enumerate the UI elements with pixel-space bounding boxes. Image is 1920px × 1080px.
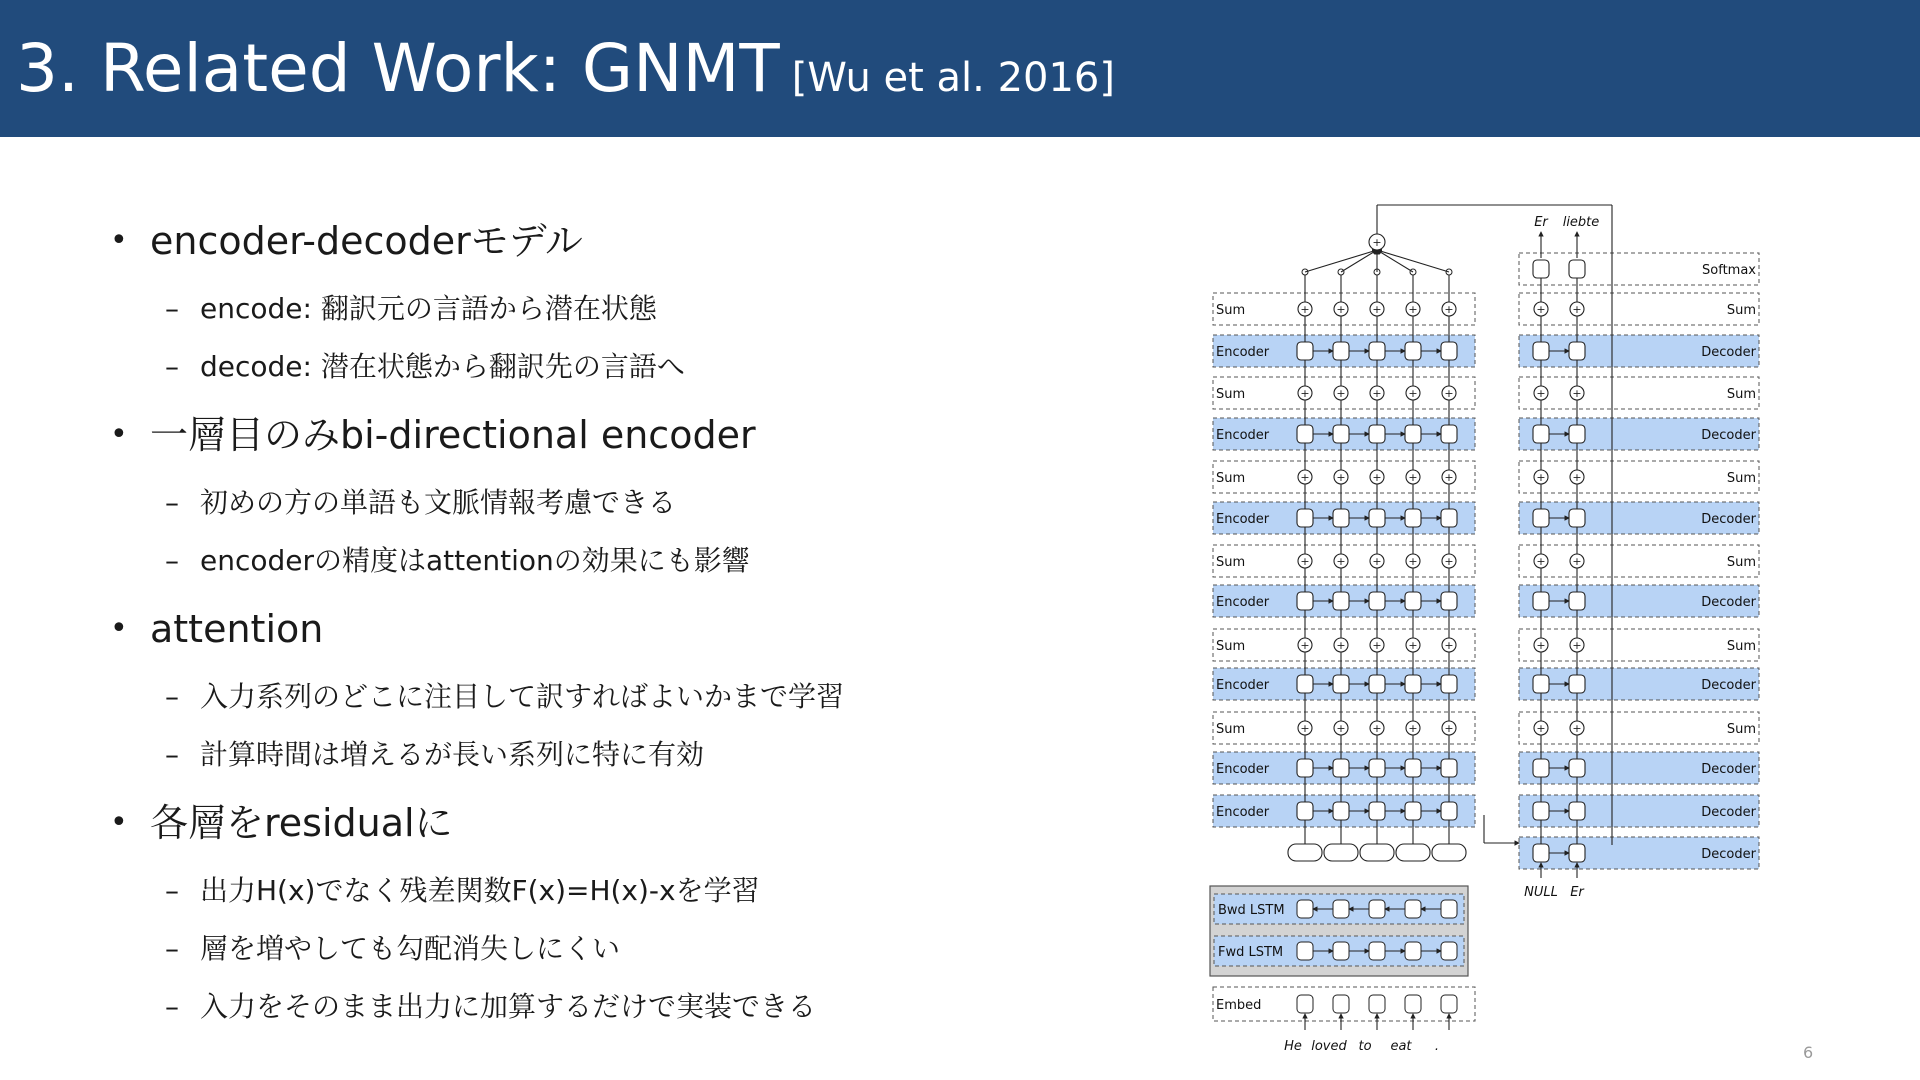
encoder-cell-3-4 — [1441, 425, 1457, 443]
decoder-band-8 — [1519, 629, 1759, 661]
encoder-cell-9-3 — [1405, 675, 1421, 693]
bwd-lstm-cell-2 — [1369, 900, 1385, 918]
encoder-band-label-10: Sum — [1216, 722, 1246, 737]
encoder-plus-glyph: + — [1444, 303, 1454, 316]
bullet-residual: • 各層をresidualに — [110, 797, 1190, 849]
encoder-plus-glyph: + — [1408, 555, 1418, 568]
decoder-band-label-11: Decoder — [1701, 762, 1756, 777]
embed-cell-2 — [1369, 995, 1385, 1013]
encoder-plus-glyph: + — [1444, 722, 1454, 735]
bidir-concat-cell-1 — [1324, 844, 1358, 861]
encoder-plus-glyph: + — [1444, 639, 1454, 652]
encoder-cell-5-1 — [1333, 509, 1349, 527]
encoder-cell-5-3 — [1405, 509, 1421, 527]
encoder-cell-1-2 — [1369, 342, 1385, 360]
encoder-cell-12-0 — [1297, 802, 1313, 820]
decoder-cell-13-0 — [1533, 844, 1549, 862]
fwd-lstm-cell-3 — [1405, 942, 1421, 960]
bidir-concat-cell-2 — [1360, 844, 1394, 861]
bullet-encoder-decoder: • encoder-decoderモデル — [110, 215, 1190, 267]
encoder-cell-12-4 — [1441, 802, 1457, 820]
decoder-band-label-5: Decoder — [1701, 512, 1756, 527]
encoder-band-label-3: Encoder — [1216, 428, 1270, 443]
encoder-plus-glyph: + — [1372, 555, 1382, 568]
encoder-cell-3-0 — [1297, 425, 1313, 443]
attention-fan-line-3 — [1377, 250, 1413, 272]
decoder-plus-glyph: + — [1536, 471, 1546, 484]
decoder-cell-1-0 — [1533, 342, 1549, 360]
encoder-band-label-4: Sum — [1216, 471, 1246, 486]
encoder-plus-glyph: + — [1300, 303, 1310, 316]
title-bar — [0, 0, 1920, 137]
decoder-input-word-1: Er — [1570, 885, 1584, 900]
encoder-band-label-2: Sum — [1216, 387, 1246, 402]
encoder-cell-12-3 — [1405, 802, 1421, 820]
encoder-band-label-8: Sum — [1216, 639, 1246, 654]
output-word-0: Er — [1534, 215, 1548, 230]
bwd-lstm-cell-0 — [1297, 900, 1313, 918]
bwd-lstm-cell-3 — [1405, 900, 1421, 918]
encoder-cell-1-0 — [1297, 342, 1313, 360]
decoder-band-label-12: Decoder — [1701, 805, 1756, 820]
softmax-label: Softmax — [1702, 263, 1756, 278]
decoder-cell-3-1 — [1569, 425, 1585, 443]
decoder-band-label-10: Sum — [1726, 722, 1756, 737]
sub-bullet-residual-impl: – 入力をそのまま出力に加算するだけで実装できる — [110, 987, 1190, 1027]
decoder-cell-12-1 — [1569, 802, 1585, 820]
encoder-plus-glyph: + — [1408, 639, 1418, 652]
decoder-plus-glyph: + — [1572, 639, 1582, 652]
encoder-plus-glyph: + — [1336, 471, 1346, 484]
encoder-cell-12-2 — [1369, 802, 1385, 820]
embed-label: Embed — [1216, 998, 1262, 1013]
embed-cell-1 — [1333, 995, 1349, 1013]
encoder-plus-glyph: + — [1300, 471, 1310, 484]
decoder-input-word-0: NULL — [1524, 885, 1558, 900]
decoder-band-label-1: Decoder — [1701, 345, 1756, 360]
encoder-plus-glyph: + — [1444, 555, 1454, 568]
decoder-band-0 — [1519, 293, 1759, 325]
encoder-plus-glyph: + — [1372, 722, 1382, 735]
encoder-plus-glyph: + — [1336, 387, 1346, 400]
decoder-cell-11-0 — [1533, 759, 1549, 777]
attention-fan-line-1 — [1341, 250, 1377, 272]
input-word-3: eat — [1390, 1039, 1412, 1054]
encoder-band-label-0: Sum — [1216, 303, 1246, 318]
encoder-plus-glyph: + — [1336, 639, 1346, 652]
bwd-lstm-label: Bwd LSTM — [1218, 903, 1285, 918]
encoder-band-label-1: Encoder — [1216, 345, 1270, 360]
encoder-band-label-12: Encoder — [1216, 805, 1270, 820]
encoder-cell-11-4 — [1441, 759, 1457, 777]
gnmt-architecture-diagram — [1200, 195, 1780, 1075]
encoder-cell-3-2 — [1369, 425, 1385, 443]
encoder-cell-1-1 — [1333, 342, 1349, 360]
encoder-band-label-11: Encoder — [1216, 762, 1270, 777]
input-word-0: He — [1284, 1039, 1302, 1054]
decoder-band-10 — [1519, 712, 1759, 744]
decoder-plus-glyph: + — [1536, 387, 1546, 400]
sub-bullet-context: – 初めの方の単語も文脈情報考慮できる — [110, 483, 1190, 523]
decoder-band-label-6: Sum — [1726, 555, 1756, 570]
encoder-band-label-9: Encoder — [1216, 678, 1270, 693]
encoder-plus-glyph: + — [1336, 303, 1346, 316]
bidir-concat-cell-3 — [1396, 844, 1430, 861]
decoder-plus-glyph: + — [1572, 303, 1582, 316]
decoder-band-4 — [1519, 461, 1759, 493]
decoder-band-label-13: Decoder — [1701, 847, 1756, 862]
fwd-lstm-label: Fwd LSTM — [1218, 945, 1284, 960]
encoder-cell-5-2 — [1369, 509, 1385, 527]
encoder-cell-1-3 — [1405, 342, 1421, 360]
encoder-cell-7-4 — [1441, 592, 1457, 610]
bullet-list — [110, 215, 1190, 1045]
softmax-cell-0 — [1533, 260, 1549, 278]
encoder-cell-9-4 — [1441, 675, 1457, 693]
encoder-cell-11-3 — [1405, 759, 1421, 777]
sub-bullet-encode: – encode: 翻訳元の言語から潜在状態 — [110, 289, 1190, 329]
sub-bullet-residual-fx: – 出力H(x)でなく残差関数F(x)=H(x)-xを学習 — [110, 871, 1190, 911]
sub-bullet-decode: – decode: 潜在状態から翻訳先の言語へ — [110, 347, 1190, 387]
input-word-4: . — [1434, 1039, 1440, 1054]
bullet-attention: • attention — [110, 603, 1190, 655]
decoder-band-6 — [1519, 545, 1759, 577]
encoder-cell-3-1 — [1333, 425, 1349, 443]
bullet-bidirectional: • 一層目のみbi-directional encoder — [110, 409, 1190, 461]
decoder-plus-glyph: + — [1536, 303, 1546, 316]
bidir-concat-cell-4 — [1432, 844, 1466, 861]
decoder-plus-glyph: + — [1536, 555, 1546, 568]
encoder-cell-9-0 — [1297, 675, 1313, 693]
encoder-cell-7-3 — [1405, 592, 1421, 610]
encoder-cell-11-1 — [1333, 759, 1349, 777]
encoder-plus-glyph: + — [1336, 555, 1346, 568]
decoder-band-2 — [1519, 377, 1759, 409]
input-word-1: loved — [1311, 1039, 1347, 1054]
decoder-plus-glyph: + — [1572, 387, 1582, 400]
encoder-plus-glyph: + — [1408, 303, 1418, 316]
encoder-plus-glyph: + — [1372, 471, 1382, 484]
decoder-plus-glyph: + — [1536, 639, 1546, 652]
fwd-lstm-cell-0 — [1297, 942, 1313, 960]
embed-cell-4 — [1441, 995, 1457, 1013]
bidir-concat-cell-0 — [1288, 844, 1322, 861]
embed-cell-0 — [1297, 995, 1313, 1013]
encoder-plus-glyph: + — [1300, 722, 1310, 735]
bwd-lstm-cell-1 — [1333, 900, 1349, 918]
decoder-cell-3-0 — [1533, 425, 1549, 443]
decoder-cell-13-1 — [1569, 844, 1585, 862]
encoder-plus-glyph: + — [1408, 722, 1418, 735]
encoder-cell-9-1 — [1333, 675, 1349, 693]
encoder-cell-11-2 — [1369, 759, 1385, 777]
input-word-2: to — [1358, 1039, 1372, 1054]
decoder-band-label-8: Sum — [1726, 639, 1756, 654]
fwd-lstm-cell-1 — [1333, 942, 1349, 960]
encoder-band-label-6: Sum — [1216, 555, 1246, 570]
encoder-cell-12-1 — [1333, 802, 1349, 820]
decoder-cell-9-0 — [1533, 675, 1549, 693]
decoder-cell-12-0 — [1533, 802, 1549, 820]
encoder-cell-5-4 — [1441, 509, 1457, 527]
encoder-plus-glyph: + — [1408, 387, 1418, 400]
sub-bullet-attention-cost: – 計算時間は増えるが長い系列に特に有効 — [110, 735, 1190, 775]
decoder-cell-9-1 — [1569, 675, 1585, 693]
attention-plus-glyph: + — [1372, 236, 1382, 249]
decoder-cell-7-1 — [1569, 592, 1585, 610]
decoder-plus-glyph: + — [1572, 555, 1582, 568]
decoder-cell-7-0 — [1533, 592, 1549, 610]
sub-bullet-accuracy: – encoderの精度はattentionの効果にも影響 — [110, 541, 1190, 581]
page-number: 6 — [1803, 1043, 1814, 1062]
sub-bullet-residual-gradient: – 層を増やしても勾配消失しにくい — [110, 929, 1190, 969]
decoder-cell-5-0 — [1533, 509, 1549, 527]
encoder-plus-glyph: + — [1372, 639, 1382, 652]
decoder-band-label-3: Decoder — [1701, 428, 1756, 443]
slide-title — [16, 30, 1115, 107]
encoder-plus-glyph: + — [1300, 387, 1310, 400]
encoder-plus-glyph: + — [1444, 471, 1454, 484]
slide-citation: [Wu et al. 2016] — [791, 55, 1115, 101]
encoder-cell-7-1 — [1333, 592, 1349, 610]
encoder-cell-7-0 — [1297, 592, 1313, 610]
encoder-cell-5-0 — [1297, 509, 1313, 527]
decoder-plus-glyph: + — [1536, 722, 1546, 735]
output-word-1: liebte — [1562, 215, 1600, 230]
encoder-band-label-5: Encoder — [1216, 512, 1270, 527]
encoder-cell-11-0 — [1297, 759, 1313, 777]
embed-cell-3 — [1405, 995, 1421, 1013]
sub-bullet-attention-learn: – 入力系列のどこに注目して訳すればよいかまで学習 — [110, 677, 1190, 717]
encoder-cell-9-2 — [1369, 675, 1385, 693]
decoder-band-label-7: Decoder — [1701, 595, 1756, 610]
encoder-cell-1-4 — [1441, 342, 1457, 360]
decoder-band-label-0: Sum — [1726, 303, 1756, 318]
fwd-lstm-cell-2 — [1369, 942, 1385, 960]
encoder-band-label-7: Encoder — [1216, 595, 1270, 610]
decoder-cell-11-1 — [1569, 759, 1585, 777]
encoder-plus-glyph: + — [1300, 555, 1310, 568]
slide-title-main: 3. Related Work: GNMT — [16, 30, 780, 107]
fwd-lstm-cell-4 — [1441, 942, 1457, 960]
softmax-cell-1 — [1569, 260, 1585, 278]
encoder-plus-glyph: + — [1336, 722, 1346, 735]
decoder-plus-glyph: + — [1572, 722, 1582, 735]
decoder-band-label-2: Sum — [1726, 387, 1756, 402]
decoder-band-label-4: Sum — [1726, 471, 1756, 486]
encoder-plus-glyph: + — [1444, 387, 1454, 400]
decoder-plus-glyph: + — [1572, 471, 1582, 484]
encoder-plus-glyph: + — [1408, 471, 1418, 484]
bwd-lstm-cell-4 — [1441, 900, 1457, 918]
decoder-cell-1-1 — [1569, 342, 1585, 360]
encoder-plus-glyph: + — [1372, 387, 1382, 400]
encoder-cell-7-2 — [1369, 592, 1385, 610]
decoder-band-label-9: Decoder — [1701, 678, 1756, 693]
encoder-cell-3-3 — [1405, 425, 1421, 443]
encoder-plus-glyph: + — [1300, 639, 1310, 652]
encoder-plus-glyph: + — [1372, 303, 1382, 316]
decoder-cell-5-1 — [1569, 509, 1585, 527]
